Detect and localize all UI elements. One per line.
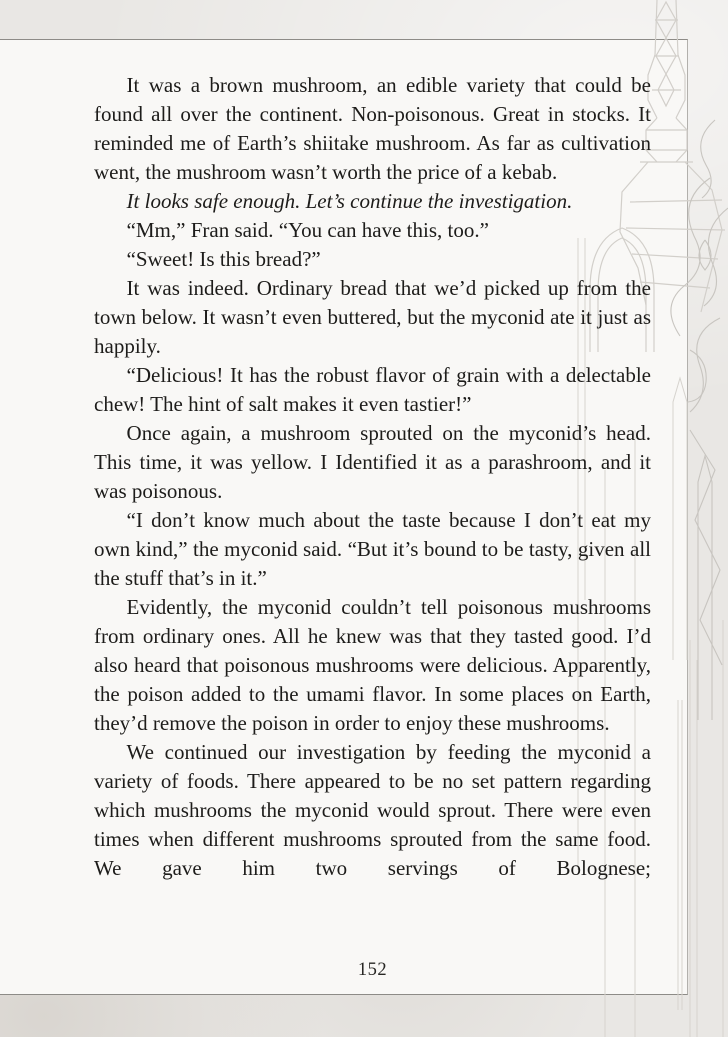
book-page-surface — [0, 39, 688, 995]
page-text — [94, 71, 651, 883]
paragraph: Evidently, the myconid couldn’t tell poisonous mushrooms from ordinary ones. All he knew was that they tasted good. I’d also heard that poisonous mushrooms were delicious. Apparently, the poison added to the umami flavor. In some places on Earth, they’d remove the poison in order to enjoy these mushrooms. — [94, 595, 651, 735]
paragraph: Once again, a mushroom sprouted on the myconid’s head. This time, it was yellow. I Identified it as a parashroom, and it was poisonous. — [94, 421, 651, 503]
paragraph: It was a brown mushroom, an edible variety that could be found all over the continent. Non-poisonous. Great in stocks. It reminded me of Earth’s shiitake mushroom. As far as cultivation went, the mushroom wasn’t worth the price of a kebab. — [94, 73, 651, 184]
paragraph: “Mm,” Fran said. “You can have this, too.” — [126, 218, 489, 242]
paragraph: “I don’t know much about the taste because I don’t eat my own kind,” the myconid said. “But it’s bound to be tasty, given all the stuff that’s in it.” — [94, 508, 651, 590]
paragraph: “Sweet! Is this bread?” — [126, 247, 321, 271]
page-number: 152 — [357, 960, 388, 980]
paragraph: We continued our investigation by feeding the myconid a variety of foods. There appeared to be no set pattern regarding which mushrooms the myconid would sprout. There were even times when different mushrooms sprouted from the same food. We gave him two servings of Bolognese; — [94, 740, 651, 880]
paragraph: “Delicious! It has the robust flavor of grain with a delectable chew! The hint of salt makes it even tastier!” — [94, 363, 651, 416]
paragraph: It was indeed. Ordinary bread that we’d picked up from the town below. It wasn’t even buttered, but the myconid ate it just as happily. — [94, 276, 651, 358]
paragraph: It looks safe enough. Let’s continue the investigation. — [126, 189, 573, 213]
